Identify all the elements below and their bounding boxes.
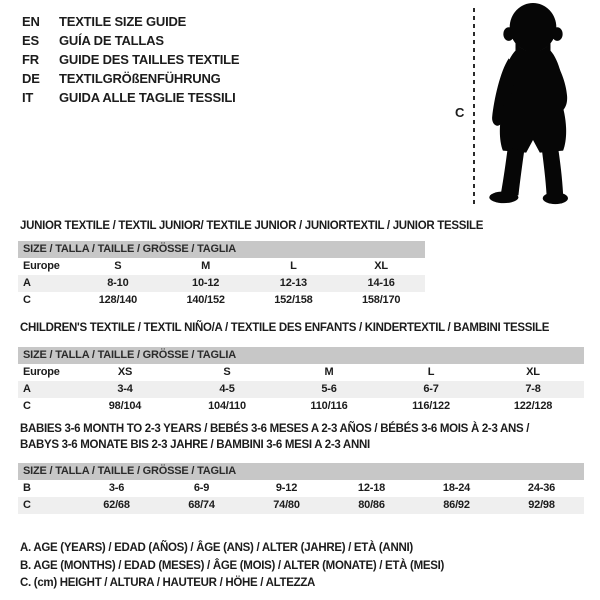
table-cell: S (114, 260, 122, 272)
language-code: DE (22, 71, 40, 86)
table-size-header: SIZE / TALLA / TAILLE / GRÖSSE / TAGLIA (18, 347, 584, 364)
table-row (18, 258, 425, 275)
table-cell: 98/104 (108, 400, 142, 412)
row-label: C (23, 294, 31, 306)
language-header (22, 12, 239, 107)
section-title-babies (20, 421, 529, 453)
table-cell: 4-5 (219, 383, 235, 395)
table-cell: 3-4 (117, 383, 133, 395)
table-cell: L (427, 366, 435, 378)
table-cell: 8-10 (107, 277, 129, 289)
table-row (18, 292, 425, 309)
table-row (18, 497, 584, 514)
table-cell: 24-36 (527, 482, 556, 494)
table-cell: S (223, 366, 231, 378)
table-cell: 92/98 (528, 499, 555, 511)
table-size-header: SIZE / TALLA / TAILLE / GRÖSSE / TAGLIA (18, 241, 425, 258)
language-row (22, 88, 239, 107)
section-title-junior: JUNIOR TEXTILE / TEXTIL JUNIOR/ TEXTILE JUNIOR / JUNIORTEXTIL / JUNIOR TESSILE (20, 220, 484, 232)
language-row (22, 31, 239, 50)
language-code: FR (22, 52, 39, 67)
table-cell: 6-9 (193, 482, 210, 494)
language-code: IT (22, 90, 34, 105)
language-title: GUÍA DE TALLAS (59, 33, 164, 48)
language-row (22, 12, 239, 31)
table-cell: 110/116 (310, 400, 348, 412)
row-label: C (23, 499, 31, 511)
table-cell: 152/158 (274, 294, 313, 306)
table-cell: 3-6 (108, 482, 125, 494)
table-cell: 7-8 (525, 383, 541, 395)
table-cell: M (201, 260, 211, 272)
row-label: Europe (23, 260, 60, 272)
baby-silhouette-icon (486, 2, 580, 208)
table-row (18, 364, 584, 381)
footnotes (20, 540, 444, 593)
table-cell: 62/68 (103, 499, 130, 511)
table-size-header: SIZE / TALLA / TAILLE / GRÖSSE / TAGLIA (18, 463, 584, 480)
table-row (18, 480, 584, 497)
section-title-line: BABYS 3-6 MONATE BIS 2-3 JAHRE / BAMBINI 3-6 MESI A 2-3 ANNI (20, 439, 370, 451)
table-cell: 10-12 (192, 277, 220, 289)
table-cell: 122/128 (513, 400, 553, 412)
height-measure-label: C (455, 105, 465, 120)
row-label: A (23, 383, 31, 395)
language-title: GUIDA ALLE TAGLIE TESSILI (59, 90, 236, 105)
height-measure-dashed-line (473, 8, 475, 206)
language-row (22, 50, 239, 69)
size-table-children (18, 347, 584, 415)
row-label: Europe (23, 366, 60, 378)
size-table-junior (18, 241, 425, 309)
table-cell: 14-16 (367, 277, 395, 289)
table-cell: 12-13 (279, 277, 307, 289)
row-label: C (23, 400, 31, 412)
table-cell: 80/86 (358, 499, 385, 511)
table-row (18, 275, 425, 292)
row-label: B (23, 482, 31, 494)
language-code: ES (22, 33, 39, 48)
table-cell: 158/170 (361, 294, 401, 306)
table-row (18, 398, 584, 415)
table-cell: 116/122 (412, 400, 450, 412)
row-label: A (23, 277, 31, 289)
footnote-b: B. AGE (MONTHS) / EDAD (MESES) / ÂGE (MOIS) / ALTER (MONATE) / ETÀ (MESI) (20, 559, 445, 572)
table-cell: M (324, 366, 334, 378)
table-cell: 74/80 (273, 499, 300, 511)
table-cell: L (290, 260, 297, 272)
table-cell: 12-18 (357, 482, 386, 494)
table-cell: 68/74 (188, 499, 215, 511)
language-title: TEXTILGRÖßENFÜHRUNG (59, 71, 221, 86)
table-cell: 128/140 (98, 294, 138, 306)
table-cell: 9-12 (275, 482, 298, 494)
table-cell: 104/110 (208, 400, 246, 412)
table-cell: 86/92 (443, 499, 470, 511)
language-title: GUIDE DES TAILLES TEXTILE (59, 52, 240, 67)
table-cell: 5-6 (321, 383, 337, 395)
section-title-line: BABIES 3-6 MONTH TO 2-3 YEARS / BEBÉS 3-6 MESES A 2-3 AÑOS / BÉBÉS 3-6 MOIS À 2-3 ANS / (20, 423, 530, 435)
table-cell: 140/152 (186, 294, 225, 306)
language-row (22, 69, 239, 88)
table-cell: XL (526, 366, 540, 378)
language-code: EN (22, 14, 40, 29)
language-title: TEXTILE SIZE GUIDE (59, 14, 187, 29)
size-table-babies (18, 463, 584, 514)
table-cell: XL (374, 260, 388, 272)
table-row (18, 381, 584, 398)
footnote-c: C. (cm) HEIGHT / ALTURA / HAUTEUR / HÖHE / ALTEZZA (20, 577, 316, 589)
table-cell: XS (117, 366, 133, 378)
table-cell: 18-24 (442, 482, 471, 494)
table-cell: 6-7 (423, 383, 439, 395)
section-title-children: CHILDREN'S TEXTILE / TEXTIL NIÑO/A / TEXTILE DES ENFANTS / KINDERTEXTIL / BAMBINI TESSILE (20, 322, 550, 334)
footnote-a: A. AGE (YEARS) / EDAD (AÑOS) / ÂGE (ANS) / ALTER (JAHRE) / ETÀ (ANNI) (20, 542, 413, 554)
